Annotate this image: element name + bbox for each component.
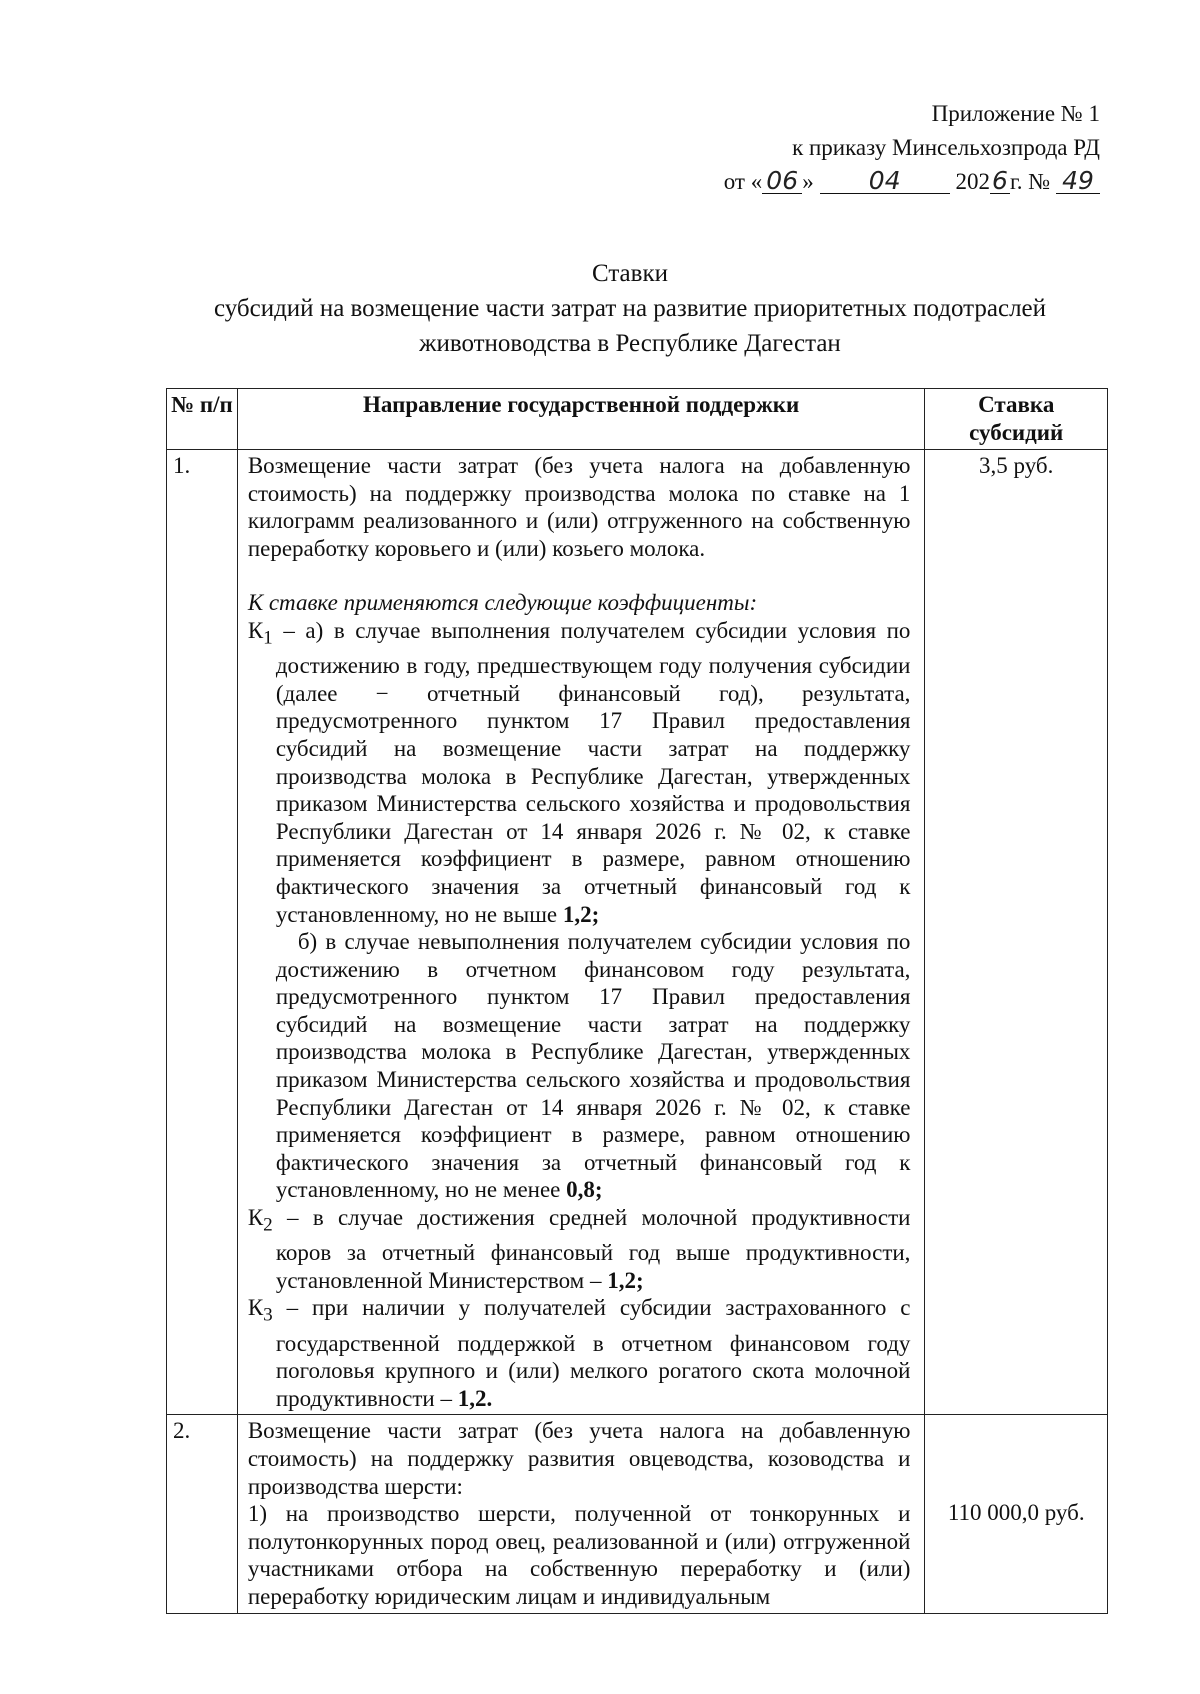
- title-line-3: животноводства в Республике Дагестан: [419, 330, 841, 357]
- row-rate: [925, 1415, 1108, 1613]
- document-title: [140, 256, 1120, 361]
- appendix-header: [580, 97, 1100, 199]
- table-header-row: [167, 389, 1108, 450]
- handwritten-year-digit: 6: [990, 169, 1010, 194]
- coefficients-heading: К ставке применяются следующие коэффициенты:: [247, 590, 758, 616]
- handwritten-order-number: 49: [1056, 169, 1100, 194]
- row-direction: [237, 450, 925, 1415]
- order-reference: к приказу Минсельхозпрода РД: [792, 135, 1100, 160]
- rate-value: 110 000,0 руб.: [947, 1500, 1085, 1526]
- handwritten-day: 06: [762, 169, 802, 194]
- coefficient-k1-a: $К_1 - а$) в случае выполнения получателем субсидии условия по достижению в году, предшествующем году получения субсидии (далее − отчетный финансовый год), результата, предусмотренного пунктом 17 Правил предоставления субсидий на возмещение части затрат на поддержку производства молока в Республике Дагестан, утвержденных приказом Министерства сельского хозяйства и продовольствия Республики Дагестан от 14 января 2026 г. № 02, к ставке применяется коэффициент в размере, равном отношению фактического значения за отчетный финансовый год к установленному, но не выше 1,2;: [247, 617, 911, 927]
- milk-support-intro: Возмещение части затрат (без учета налога на добавленную стоимость) на поддержку производства молока по ставке на 1 килограмм реализованного и (или) отгруженного на собственную переработку коровьего и (или) козьего молока.: [247, 453, 911, 561]
- year-suffix: г. №: [1009, 169, 1051, 194]
- title-line-2: субсидий на возмещение части затрат на развитие приоритетных подотраслей: [213, 295, 1047, 322]
- date-separator: »: [802, 169, 814, 194]
- row-number: 2.: [167, 1415, 238, 1613]
- wool-production-item: 1) на производство шерсти, полученной от тонкорунных и полутонкорунных пород овец, реализованной и (или) отгруженной участниками отбора на собственную переработку и (или) переработку юридическим лицам и индивидуальным: [247, 1501, 911, 1609]
- header-rate: Ставка субсидий: [925, 389, 1108, 450]
- sheep-support-intro: Возмещение части затрат (без учета налога на добавленную стоимость) на поддержку развития овцеводства, козоводства и производства шерсти:: [247, 1418, 911, 1499]
- rates-table: [166, 388, 1108, 1614]
- date-prefix: от «: [723, 169, 763, 194]
- handwritten-month: 04: [820, 169, 950, 194]
- header-num: № п/п: [167, 389, 238, 450]
- appendix-number: Приложение № 1: [931, 101, 1100, 126]
- row-direction: [237, 1415, 925, 1613]
- order-date-line: [580, 165, 1100, 199]
- table-row: [167, 1415, 1108, 1613]
- row-number: 1.: [167, 450, 238, 1415]
- coefficient-k2: $К_2$ – в случае достижения средней молочной продуктивности коров за отчетный финансовый год выше продуктивности, установленной Министерством – 1,2;: [247, 1205, 911, 1293]
- coefficient-k1-b: б) в случае невыполнения получателем субсидии условия по достижению в отчетном финансовом году результата, предусмотренного пунктом 17 Правил предоставления субсидий на возмещение части затрат на поддержку производства молока в Республике Дагестан, утвержденных приказом Министерства сельского хозяйства и продовольствия Республики Дагестан от 14 января 2026 г. № 02, к ставке применяется коэффициент в размере, равном отношению фактического значения за отчетный финансовый год к установленному, но не менее 0,8;: [275, 929, 911, 1203]
- table-row: [167, 450, 1108, 1415]
- header-direction: Направление государственной поддержки: [237, 389, 925, 450]
- row-rate: 3,5 руб.: [925, 450, 1108, 1415]
- title-line-1: Ставки: [591, 260, 668, 287]
- coefficient-k3: $К_3$ – при наличии у получателей субсидии застрахованного с государственной поддержкой в отчетном финансовом году поголовья крупного и (или) мелкого рогатого скота молочной продуктивности – 1,2.: [247, 1295, 911, 1411]
- year-prefix: 202: [955, 169, 990, 194]
